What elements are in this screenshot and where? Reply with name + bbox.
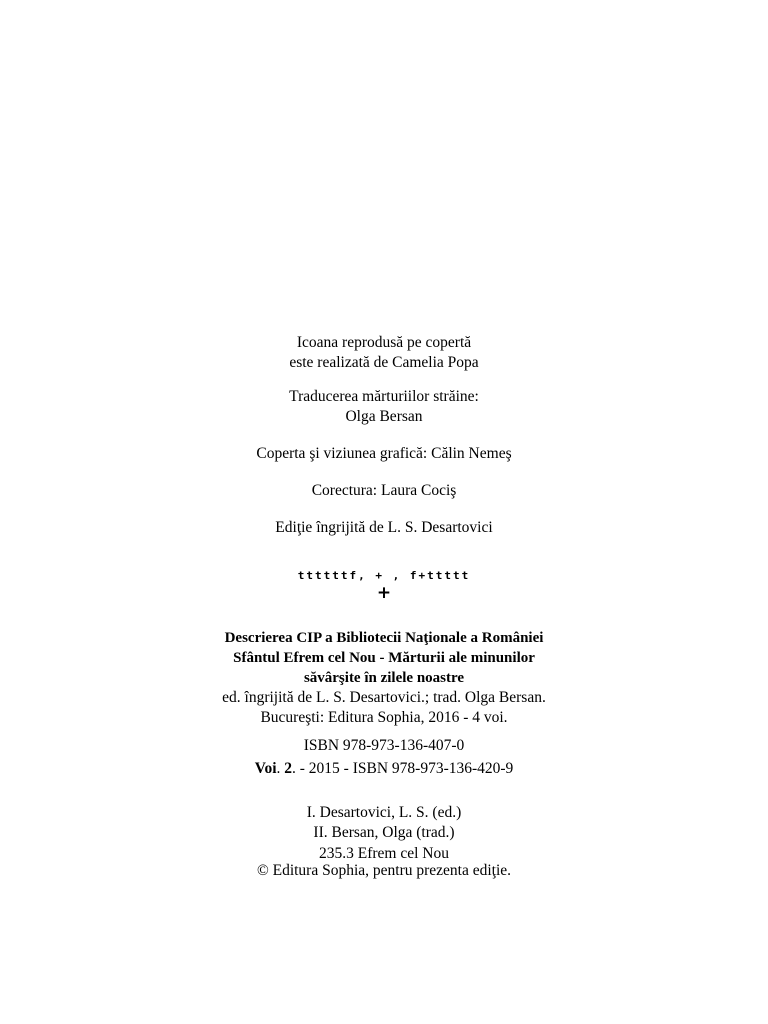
cip-entry-2: II. Bersan, Olga (trad.) xyxy=(313,824,455,841)
translation-credit-line-2: Olga Bersan xyxy=(345,408,423,425)
cip-classification: 235.3 Efrem cel Nou xyxy=(319,845,449,862)
cip-volume xyxy=(0,759,768,779)
cover-design-line: Coperta şi viziunea grafică: Călin Nemeş xyxy=(256,445,512,462)
volume-label: Voi xyxy=(254,760,277,777)
colophon-column xyxy=(0,333,768,879)
cip-entry-1: I. Desartovici, L. S. (ed.) xyxy=(306,804,462,821)
cip-title-line-1: Sfântul Efrem cel Nou - Mărturii ale minunilor xyxy=(233,650,535,666)
copyright-line: © Editura Sophia, pentru prezenta ediţie. xyxy=(256,862,512,879)
icon-credit-line-2: este realizată de Camelia Popa xyxy=(289,354,479,371)
cip-isbn: ISBN 978-973-136-407-0 xyxy=(303,737,465,754)
edition-credit xyxy=(0,518,768,538)
cip-title-line-2: săvârşite în zilele noastre xyxy=(303,670,465,686)
volume-details: . - 2015 - ISBN 978-973-136-420-9 xyxy=(292,760,514,777)
volume-number: 2 xyxy=(284,760,293,777)
cover-design-credit xyxy=(0,444,768,464)
icon-credit-line-1: Icoana reprodusă pe copertă xyxy=(296,334,472,351)
ornament xyxy=(0,568,768,602)
volume-dot: . xyxy=(276,760,285,777)
translation-credit-line-1: Traducerea mărturiilor străine: xyxy=(289,388,479,405)
cross-icon: + xyxy=(376,583,392,603)
cover-icon-credit xyxy=(0,333,768,373)
translation-credit xyxy=(0,387,768,427)
edition-line: Ediţie îngrijită de L. S. Desartovici xyxy=(275,519,493,536)
cip-publication: Bucureşti: Editura Sophia, 2016 - 4 voi. xyxy=(260,709,508,726)
cip-heading: Descrierea CIP a Bibliotecii Naţionale a României xyxy=(224,630,544,646)
cip-description xyxy=(0,628,768,879)
proofreading-line: Corectura: Laura Cociş xyxy=(311,482,457,499)
proofreading-credit xyxy=(0,481,768,501)
dingbat-line: ttttttf, + , f+ttttt xyxy=(297,569,471,582)
cip-editors: ed. îngrijită de L. S. Desartovici.; trad. Olga Bersan. xyxy=(222,689,546,706)
